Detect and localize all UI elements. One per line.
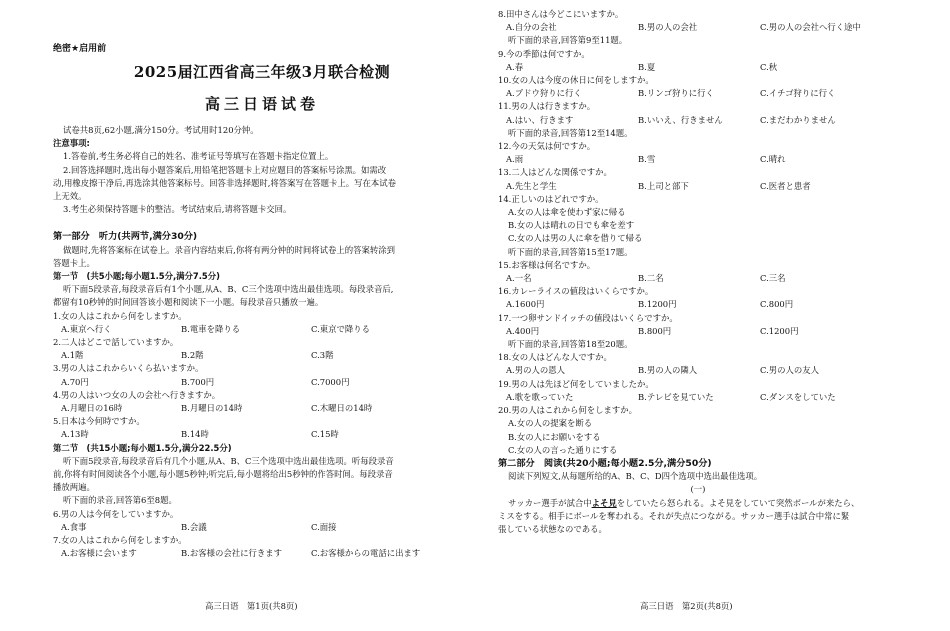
answer-option: C.面接 — [311, 521, 337, 532]
part1-title: 第一部分 听力(共两节,满分30分) — [53, 231, 198, 243]
answer-option: A.歌を歌っていた — [506, 391, 574, 402]
sec2-note: 听下面的录音,回答第6至8题。 — [63, 495, 177, 506]
answer-option: A.女の人の提案を断る — [508, 418, 593, 429]
answer-option: B.男の人の隣人 — [638, 365, 698, 376]
question-text: 5.日本は今何時ですか。 — [53, 416, 145, 427]
question-20 — [498, 404, 898, 457]
options-row — [498, 364, 898, 377]
sec1-desc: 听下面5段录音,每段录音后有1个小题,从A、B、C三个选项中选出最佳选项。每段录音后, — [63, 284, 394, 295]
listening-note: 听下面的录音,回答第9至11题。 — [508, 35, 628, 46]
question-text: 14.正しいのはどれですか。 — [498, 193, 604, 204]
question-group-15-17 — [498, 259, 898, 338]
question-text: 10.女の人は今度の休日に何をしますか。 — [498, 75, 654, 86]
options-row — [498, 325, 898, 338]
listening-note: 听下面的录音,回答第12至14题。 — [508, 127, 633, 138]
answer-option: A.1600円 — [506, 299, 545, 310]
answer-option: C.イチゴ狩りに行く — [760, 88, 836, 99]
answer-option: B.1200円 — [638, 299, 677, 310]
options-row — [53, 521, 471, 534]
underlined-word: よそ見 — [591, 497, 617, 508]
answer-option: B.2階 — [181, 350, 204, 361]
answer-option: A.東京へ行く — [61, 323, 112, 334]
options-row — [498, 87, 898, 100]
question-text: 13.二人はどんな関係ですか。 — [498, 167, 612, 178]
options-row — [498, 391, 898, 404]
question-group-18-19 — [498, 351, 898, 404]
answer-option: A.雨 — [506, 154, 524, 165]
options-row — [498, 114, 898, 127]
sec2-desc: 播放两遍。 — [53, 482, 95, 493]
note-line: 动,用橡皮擦干净后,再选涂其他答案标号。回答非选择题时,将答案写在答题卡上。写在本试卷 — [53, 177, 396, 188]
answer-option: B.二名 — [638, 273, 664, 284]
part2-title: 第二部分 阅读(共20小题;每小题2.5分,满分50分) — [498, 457, 712, 469]
right-column — [498, 8, 898, 536]
options-row — [498, 61, 898, 74]
note-line: 2.回答选择题时,选出每小题答案后,用铅笔把答题卡上对应题目的答案标号涂黑。如需改 — [63, 164, 387, 175]
question-text: 15.お客様は何名ですか。 — [498, 259, 596, 270]
answer-option: C.まだわかりません — [760, 114, 836, 125]
question-8 — [498, 8, 898, 34]
question-text: 12.今の天気は何ですか。 — [498, 141, 596, 152]
answer-option: C.1200円 — [760, 325, 799, 336]
options-row — [53, 428, 471, 441]
exam-info: 试卷共8页,62小题,满分150分。考试用时120分钟。 — [63, 125, 259, 135]
sec2-desc: 听下面5段录音,每段录音后有几个小题,从A、B、C三个选项中选出最佳选项。听每段录音 — [63, 455, 394, 466]
answer-option: C.7000円 — [311, 376, 350, 387]
answer-option: C.木曜日の14時 — [311, 403, 373, 414]
question-text: 3.男の人はこれからいくら払いますか。 — [53, 363, 204, 374]
part1-desc: 答题卡上。 — [53, 257, 95, 268]
answer-option: A.男の人の恩人 — [506, 365, 565, 376]
passage-line: 張している状態なのである。 — [498, 523, 607, 534]
options-row — [53, 402, 471, 415]
answer-option: A.一名 — [506, 273, 532, 284]
confidential-label: 绝密★启用前 — [53, 44, 107, 54]
question-text: 2.二人はどこで話していますか。 — [53, 337, 179, 348]
options-row — [498, 272, 898, 285]
answer-option: A.先生と学生 — [506, 180, 557, 191]
answer-option: A.食事 — [61, 521, 87, 532]
note-line: 上无效。 — [53, 191, 87, 202]
question-14 — [498, 193, 898, 246]
question-text: 6.男の人は今何をしていますか。 — [53, 508, 179, 519]
answer-option: C.お客様からの電話に出ます — [311, 548, 421, 559]
note-line: 3.考生必须保持答题卡的整洁。考试结束后,请将答题卡交回。 — [63, 204, 292, 215]
answer-option: C.15時 — [311, 429, 339, 440]
answer-option: A.月曜日の16時 — [61, 403, 123, 414]
answer-option: B.夏 — [638, 61, 656, 72]
answer-option: B.お客様の会社に行きます — [181, 548, 282, 559]
sec1-desc: 都留有10秒钟的时间回答该小题和阅读下一小题。每段录音只播放一遍。 — [53, 297, 324, 308]
answer-option: A.13時 — [61, 429, 89, 440]
answer-option: C.男の人の友人 — [760, 365, 820, 376]
options-row — [53, 349, 471, 362]
question-text: 20.男の人はこれから何をしますか。 — [498, 405, 637, 416]
question-text: 1.女の人はこれから何をしますか。 — [53, 310, 187, 321]
answer-option: A.ブドウ狩りに行く — [506, 88, 582, 99]
question-text: 11.男の人は行きますか。 — [498, 101, 596, 112]
answer-option: A.400円 — [506, 325, 540, 336]
sec2-desc: 前,你将有时间阅读各个小题,每小题5秒钟;听完后,每小题将给出5秒钟的作答时间。每段录音 — [53, 469, 393, 480]
passage-text: をしていたら怒られる。よそ見をしていて突然ボールが来たら、 — [616, 497, 860, 508]
question-group-1-5 — [53, 310, 471, 442]
answer-option: A.お客様に会います — [61, 548, 137, 559]
question-group-9-11 — [498, 48, 898, 127]
answer-option: A.1階 — [61, 350, 84, 361]
answer-option: B.月曜日の14時 — [181, 403, 243, 414]
question-text: 8.田中さんは今どこにいますか。 — [498, 9, 624, 19]
note-line: 1.答卷前,考生务必将自己的姓名、准考证号等填写在答题卡指定位置上。 — [63, 151, 334, 162]
subject-title: 高三日语试卷 — [204, 95, 319, 113]
exam-title: 2025届江西省高三年级3月联合检测 — [133, 63, 391, 81]
notes-title: 注意事项: — [53, 138, 90, 149]
question-group-6-7 — [53, 508, 471, 561]
question-text: 7.女の人はこれから何をしますか。 — [53, 535, 187, 546]
options-row — [53, 323, 471, 336]
answer-option: C.晴れ — [760, 154, 786, 165]
answer-option: B.いいえ、行きません — [638, 114, 723, 125]
answer-option: C.3階 — [311, 350, 334, 361]
answer-option: C.東京で降りる — [311, 323, 371, 334]
answer-option: C.医者と患者 — [760, 180, 811, 191]
question-text: 4.男の人はいつ女の人の会社へ行きますか。 — [53, 389, 221, 400]
question-text: 18.女の人はどんな人ですか。 — [498, 352, 612, 363]
part1-desc: 做题时,先将答案标在试卷上。录音内容结束后,你将有两分钟的时间将试卷上的答案转涂到 — [63, 244, 395, 255]
answer-option: A.70円 — [61, 376, 89, 387]
part2-desc: 阅读下列短文,从每题所给的A、B、C、D四个选项中选出最佳选项。 — [508, 471, 763, 482]
options-row — [53, 547, 471, 560]
passage-text: サッカー選手が試合中 — [508, 497, 592, 508]
question-text: 17.一つ卵サンドイッチの値段はいくらですか。 — [498, 312, 678, 323]
passage-line: ミスをする。相手にボールを奪われる。それが失点につながる。サッカー選手は試合中常に緊 — [498, 510, 850, 521]
passage-label: (一) — [690, 484, 706, 495]
question-text: 9.今の季節は何ですか。 — [498, 48, 590, 59]
passage-line — [498, 497, 898, 510]
answer-option: B.14時 — [181, 429, 209, 440]
answer-option: A.はい、行きます — [506, 114, 574, 125]
answer-option: B.上司と部下 — [638, 180, 689, 191]
options-row — [498, 180, 898, 193]
answer-option: B.リンゴ狩りに行く — [638, 88, 714, 99]
listening-note: 听下面的录音,回答第18至20题。 — [508, 339, 633, 350]
answer-option: B.女の人は晴れの日でも傘を差す — [508, 220, 635, 231]
answer-option: C.女の人は男の人に傘を借りて帰る — [508, 233, 643, 244]
answer-option: C.800円 — [760, 299, 794, 310]
question-text: 16.カレーライスの値段はいくらですか。 — [498, 286, 654, 297]
answer-option: C.男の人の会社へ行く途中 — [760, 22, 861, 33]
sec1-title: 第一节 (共5小题;每小题1.5分,满分7.5分) — [53, 271, 220, 282]
answer-option: B.会議 — [181, 521, 207, 532]
answer-option: B.テレビを見ていた — [638, 391, 714, 402]
sec2-title: 第二节 (共15小题;每小题1.5分,满分22.5分) — [53, 442, 232, 453]
listening-note: 听下面的录音,回答第15至17题。 — [508, 246, 633, 257]
answer-option: C.ダンスをしていた — [760, 391, 836, 402]
left-column — [53, 36, 471, 561]
options-row — [498, 21, 898, 34]
answer-option: A.女の人は傘を使わず家に帰る — [508, 207, 626, 218]
answer-option: B.女の人にお願いをする — [508, 431, 601, 442]
options-row — [53, 376, 471, 389]
options-row — [498, 298, 898, 311]
page-footer-right: 高三日语 第2页(共8页) — [640, 601, 733, 611]
answer-option: B.雪 — [638, 154, 656, 165]
answer-option: A.春 — [506, 61, 524, 72]
answer-option: C.秋 — [760, 61, 778, 72]
question-text: 19.男の人は先ほど何をしていましたか。 — [498, 378, 654, 389]
answer-option: C.三名 — [760, 273, 786, 284]
question-group-12-13 — [498, 140, 898, 193]
answer-option: C.女の人の言った通りにする — [508, 444, 618, 455]
notes-list — [53, 150, 471, 216]
answer-option: B.800円 — [638, 325, 672, 336]
answer-option: B.男の人の会社 — [638, 22, 698, 33]
answer-option: A.自分の会社 — [506, 22, 557, 33]
answer-option: B.電車を降りる — [181, 323, 241, 334]
page-footer-left: 高三日语 第1页(共8页) — [205, 601, 298, 611]
answer-option: B.700円 — [181, 376, 215, 387]
options-row — [498, 153, 898, 166]
